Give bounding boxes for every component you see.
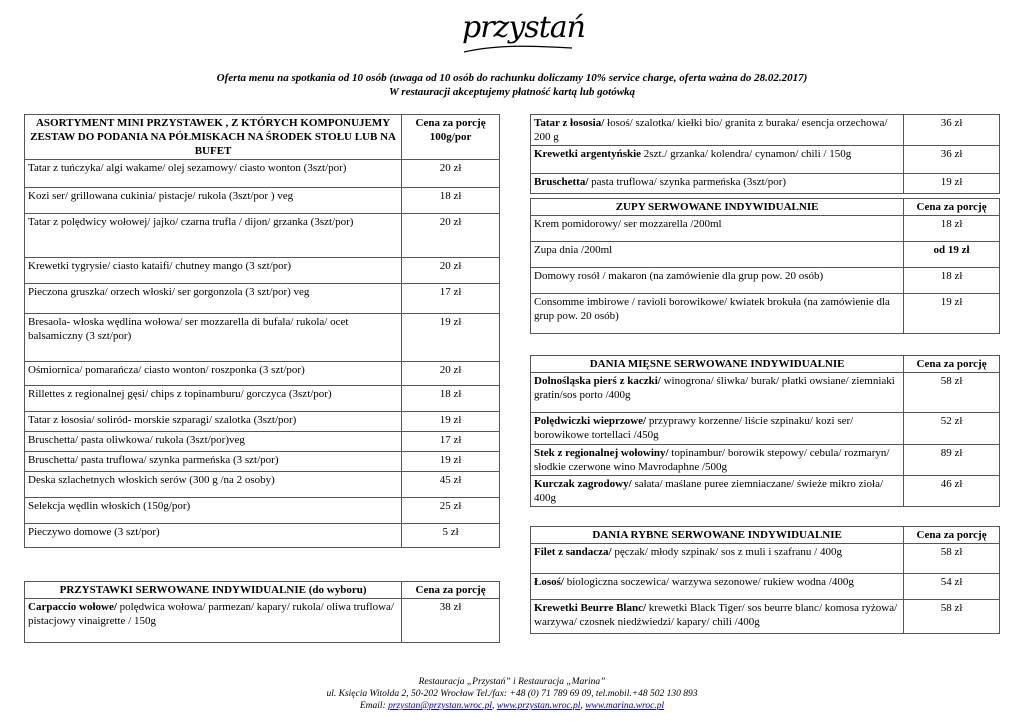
item-name: Deska szlachetnych włoskich serów (300 g /na 2 osoby) [25, 472, 402, 498]
table-row [531, 445, 1000, 476]
item-price: 36 zł [904, 146, 1000, 174]
table-row [25, 498, 500, 524]
table-header-row [531, 527, 1000, 544]
item-price: 18 zł [402, 386, 500, 412]
item-price: 54 zł [904, 574, 1000, 600]
item-description [531, 574, 904, 600]
item-name: Pieczona gruszka/ orzech włoski/ ser gorgonzola (3 szt/por) veg [25, 284, 402, 314]
item-name: Tatar z polędwicy wołowej/ jajko/ czarna trufla / dijon/ grzanka (3szt/por) [25, 214, 402, 258]
mini-price-header: Cena za porcję 100g/por [402, 115, 500, 160]
website-link-przystan[interactable]: www.przystan.wroc.pl [496, 701, 581, 711]
item-price: 20 zł [402, 258, 500, 284]
item-price: 19 zł [402, 452, 500, 472]
table-row [531, 544, 1000, 574]
item-price: 5 zł [402, 524, 500, 548]
item-title: Krewetki argentyńskie [534, 148, 642, 160]
email-link[interactable]: przystan@przystan.wroc.pl [388, 701, 493, 711]
table-row [25, 160, 500, 188]
item-title: Filet z sandacza/ [534, 546, 612, 558]
table-row [25, 284, 500, 314]
table-row [25, 599, 500, 643]
item-ingredients: topinambur/ borowik stepowy/ cebula/ rozmaryn/ słodkie czerwone wino Mavrodaphne /500g [534, 447, 890, 473]
item-description [531, 544, 904, 574]
item-price: 58 zł [904, 373, 1000, 413]
item-ingredients: sałata/ maślane puree ziemniaczane/ świeże mikro zioła/ 400g [534, 478, 884, 504]
table-row [25, 472, 500, 498]
item-name: Ośmiornica/ pomarańcza/ ciasto wonton/ roszponka (3 szt/por) [25, 362, 402, 386]
logo: przystań [462, 10, 585, 45]
item-name: Domowy rosół / makaron (na zamówienie dla grup pow. 20 osób) [531, 268, 904, 294]
footer-line-2: ul. Księcia Witolda 2, 50-202 Wrocław Tel./fax: +48 (0) 71 789 69 09, tel.mobil.+48 502 130 893 [326, 689, 698, 699]
starters-price-header: Cena za porcję [402, 582, 500, 599]
item-price: 19 zł [904, 294, 1000, 334]
starters-header: PRZYSTAWKI SERWOWANE INDYWIDUALNIE (do wyboru) [25, 582, 402, 599]
website-link-marina[interactable]: www.marina.wroc.pl [585, 701, 665, 711]
table-row [531, 574, 1000, 600]
table-header-row [531, 356, 1000, 373]
meat-price-header: Cena za porcję [904, 356, 1000, 373]
item-ingredients: krewetki Black Tiger/ sos beurre blanc/ komosa ryżowa/ warzywa/ czosnek niedźwiedzi/ kapary/ chili /400g [534, 602, 898, 628]
soups-price-header: Cena za porcję [904, 199, 1000, 216]
item-title: Stek z regionalnej wołowiny/ [534, 447, 669, 459]
item-title: Carpaccio wołowe/ [28, 601, 117, 613]
item-ingredients: biologiczna soczewica/ warzywa sezonowe/ rukiew wodna /400g [563, 576, 854, 588]
item-description [531, 600, 904, 634]
table-header-row [25, 582, 500, 599]
item-price: 20 zł [402, 362, 500, 386]
table-header-row [25, 115, 500, 160]
table-row [531, 268, 1000, 294]
email-label: Email: [359, 701, 386, 711]
item-description [25, 599, 402, 643]
table-row [25, 432, 500, 452]
item-price: 58 zł [904, 600, 1000, 634]
item-ingredients: łosoś/ szalotka/ kiełki bio/ granita z buraka/ esencja orzechowa/ 200 g [534, 117, 888, 143]
item-price: 17 zł [402, 284, 500, 314]
item-title: Dolnośląska pierś z kaczki/ [534, 375, 661, 387]
table-row [531, 413, 1000, 445]
fish-price-header: Cena za porcję [904, 527, 1000, 544]
table-row [531, 216, 1000, 242]
item-price: 20 zł [402, 160, 500, 188]
table-row [531, 294, 1000, 334]
item-name: Rillettes z regionalnej gęsi/ chips z topinamburu/ gorczyca (3szt/por) [25, 386, 402, 412]
table-row [531, 146, 1000, 174]
item-price: 19 zł [904, 174, 1000, 194]
intro-line-1: Oferta menu na spotkania od 10 osób (uwaga od 10 osób do rachunku doliczamy 10% service charge, oferta ważna do 28.02.2017) [216, 72, 808, 84]
item-name: Consomme imbirowe / ravioli borowikowe/ kwiatek brokuła (na zamówienie dla grup pow. 20 osób) [531, 294, 904, 334]
item-price: 89 zł [904, 445, 1000, 476]
table-row [531, 242, 1000, 268]
table-header-row [531, 199, 1000, 216]
item-name: Kozi ser/ grillowana cukinia/ pistacje/ rukola (3szt/por ) veg [25, 188, 402, 214]
item-price: 18 zł [402, 188, 500, 214]
meat-header: DANIA MIĘSNE SERWOWANE INDYWIDUALNIE [531, 356, 904, 373]
item-name: Zupa dnia /200ml [531, 242, 904, 268]
footer-line-1: Restauracja „Przystań” i Restauracja „Marina” [418, 677, 606, 687]
intro-line-2: W restauracji akceptujemy płatność kartą lub gotówką [388, 86, 636, 98]
item-description [531, 115, 904, 146]
soups-table [530, 198, 1000, 334]
item-name: Pieczywo domowe (3 szt/por) [25, 524, 402, 548]
item-name: Tatar z tuńczyka/ algi wakame/ olej sezamowy/ ciasto wonton (3szt/por) [25, 160, 402, 188]
item-title: Tatar z łososia/ [534, 117, 605, 129]
item-description [531, 174, 904, 194]
table-row [531, 115, 1000, 146]
fish-header: DANIA RYBNE SERWOWANE INDYWIDUALNIE [531, 527, 904, 544]
meat-table [530, 355, 1000, 507]
item-ingredients: winogrona/ śliwka/ burak/ płatki owsiane/ ziemniaki gratin/sos porto /400g [534, 375, 895, 401]
table-row [531, 373, 1000, 413]
item-price: 19 zł [402, 412, 500, 432]
item-price: 52 zł [904, 413, 1000, 445]
table-row [25, 524, 500, 548]
table-row [25, 314, 500, 362]
item-price: 38 zł [402, 599, 500, 643]
table-row [531, 476, 1000, 507]
table-row [25, 386, 500, 412]
table-row [25, 412, 500, 432]
table-row [25, 188, 500, 214]
item-description [531, 445, 904, 476]
item-title: Polędwiczki wieprzowe/ [534, 415, 647, 427]
item-description [531, 476, 904, 507]
item-price: 20 zł [402, 214, 500, 258]
item-ingredients: pęczak/ młody szpinak/ sos z muli i szafranu / 400g [611, 546, 842, 558]
item-price: 17 zł [402, 432, 500, 452]
item-price: 45 zł [402, 472, 500, 498]
item-title: Kurczak zagrodowy/ [534, 478, 632, 490]
item-ingredients: pasta truflowa/ szynka parmeńska (3szt/por) [588, 176, 787, 188]
mini-starters-table [24, 114, 500, 548]
item-price: 25 zł [402, 498, 500, 524]
item-price: 58 zł [904, 544, 1000, 574]
starters-table [24, 581, 500, 643]
item-price: 46 zł [904, 476, 1000, 507]
item-price: od 19 zł [904, 242, 1000, 268]
item-price: 18 zł [904, 216, 1000, 242]
item-title: Bruschetta/ [534, 176, 589, 188]
soups-header: ZUPY SERWOWANE INDYWIDUALNIE [531, 199, 904, 216]
item-ingredients: polędwica wołowa/ parmezan/ kapary/ rukola/ oliwa truflowa/ pistacjowy vinaigrette / 150g [28, 601, 394, 627]
mini-header: ASORTYMENT MINI PRZYSTAWEK , Z KTÓRYCH KOMPONUJEMY ZESTAW DO PODANIA NA PÓŁMISKACH NA ŚRODEK STOŁU LUB NA BUFET [25, 115, 402, 160]
item-name: Tatar z łososia/ soliród- morskie szparagi/ szalotka (3szt/por) [25, 412, 402, 432]
item-name: Bruschetta/ pasta truflowa/ szynka parmeńska (3 szt/por) [25, 452, 402, 472]
item-title: Łosoś/ [534, 576, 564, 588]
table-row [531, 174, 1000, 194]
item-ingredients: 2szt./ grzanka/ kolendra/ cynamon/ chili / 150g [641, 148, 852, 160]
item-description [531, 373, 904, 413]
footer-line-3: Email: przystan@przystan.wroc.pl, www.przystan.wroc.pl, www.marina.wroc.pl [359, 701, 665, 711]
item-price: 36 zł [904, 115, 1000, 146]
table-row [531, 600, 1000, 634]
table-row [25, 258, 500, 284]
item-name: Bresaola- włoska wędlina wołowa/ ser mozzarella di bufala/ rukola/ ocet balsamiczny (3 szt/por) [25, 314, 402, 362]
table-row [25, 452, 500, 472]
item-description [531, 413, 904, 445]
table-row [25, 362, 500, 386]
item-title: Krewetki Beurre Blanc/ [534, 602, 647, 614]
item-price: 19 zł [402, 314, 500, 362]
right-starters-table [530, 114, 1000, 194]
item-name: Krewetki tygrysie/ ciasto kataifi/ chutney mango (3 szt/por) [25, 258, 402, 284]
item-price: 18 zł [904, 268, 1000, 294]
table-row [25, 214, 500, 258]
item-name: Selekcja wędlin włoskich (150g/por) [25, 498, 402, 524]
item-ingredients: przyprawy korzenne/ liście szpinaku/ kozi ser/ borowikowe tortellaci /450g [534, 415, 854, 441]
item-description [531, 146, 904, 174]
fish-table [530, 526, 1000, 634]
item-name: Krem pomidorowy/ ser mozzarella /200ml [531, 216, 904, 242]
item-name: Bruschetta/ pasta oliwkowa/ rukola (3szt/por)veg [25, 432, 402, 452]
